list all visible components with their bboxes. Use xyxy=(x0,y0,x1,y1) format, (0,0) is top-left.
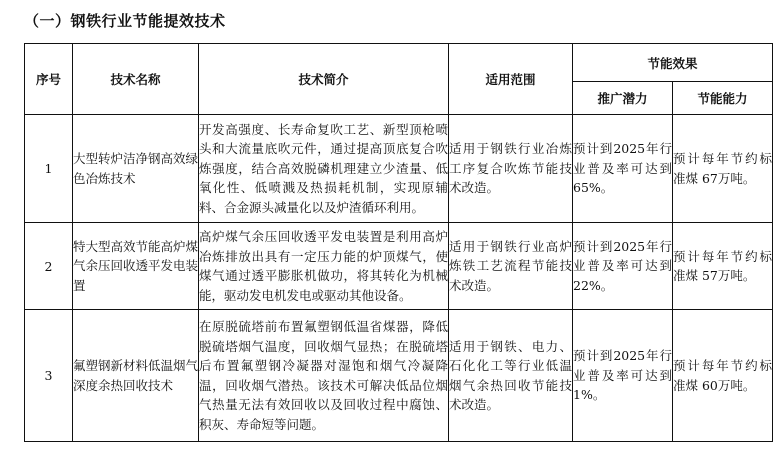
applicable-scope: 适用于钢铁行业高炉炼铁工艺流程节能技术改造。 xyxy=(449,223,573,310)
header-capacity: 节能能力 xyxy=(673,82,773,115)
header-no: 序号 xyxy=(25,44,73,115)
table-row xyxy=(25,223,773,310)
energy-saving-capacity: 预计每年节约标准煤 60万吨。 xyxy=(673,310,773,442)
technology-intro: 开发高强度、长寿命复吹工艺、新型顶枪喷头和大流量底吹元件，通过提高顶底复合吹炼强度，结合高效脱磷机理建立少渣量、低氧化性、低喷溅及热损耗机制，实现原辅料、合金源头减量化以及炉渣循环利用。 xyxy=(199,115,449,223)
header-scope: 适用范围 xyxy=(449,44,573,115)
table-row xyxy=(25,115,773,223)
promotion-potential: 预计到2025年行业普及率可达到1%。 xyxy=(573,310,673,442)
technology-intro: 高炉煤气余压回收透平发电装置是利用高炉冶炼排放出具有一定压力能的炉顶煤气，使煤气通过透平膨胀机做功，将其转化为机械能，驱动发电机发电或驱动其他设备。 xyxy=(199,223,449,310)
section-title: （一）钢铁行业节能提效技术 xyxy=(24,12,226,30)
technology-name: 大型转炉洁净钢高效绿色冶炼技术 xyxy=(73,115,199,223)
row-number: 2 xyxy=(25,223,73,310)
promotion-potential: 预计到2025年行业普及率可达到65%。 xyxy=(573,115,673,223)
header-name: 技术名称 xyxy=(73,44,199,115)
technology-name: 氟塑钢新材料低温烟气深度余热回收技术 xyxy=(73,310,199,442)
header-potential: 推广潜力 xyxy=(573,82,673,115)
energy-saving-capacity: 预计每年节约标准煤 67万吨。 xyxy=(673,115,773,223)
energy-saving-capacity: 预计每年节约标准煤 57万吨。 xyxy=(673,223,773,310)
row-number: 3 xyxy=(25,310,73,442)
energy-saving-technology-table xyxy=(24,43,773,442)
technology-name: 特大型高效节能高炉煤气余压回收透平发电装置 xyxy=(73,223,199,310)
applicable-scope: 适用于钢铁、电力、石化化工等行业低温烟气余热回收节能技术改造。 xyxy=(449,310,573,442)
table-header-row xyxy=(25,44,773,82)
table-row xyxy=(25,310,773,442)
technology-intro: 在原脱硫塔前布置氟塑钢低温省煤器，降低脱硫塔烟气温度，回收烟气显热；在脱硫塔后布置氟塑钢冷凝器对湿饱和烟气冷凝降温，回收烟气潜热。该技术可解决低品位烟气热量无法有效回收以及回收过程中腐蚀、积灰、寿命短等问题。 xyxy=(199,310,449,442)
row-number: 1 xyxy=(25,115,73,223)
applicable-scope: 适用于钢铁行业冶炼工序复合吹炼节能技术改造。 xyxy=(449,115,573,223)
promotion-potential: 预计到2025年行业普及率可达到22%。 xyxy=(573,223,673,310)
header-intro: 技术简介 xyxy=(199,44,449,115)
header-effect: 节能效果 xyxy=(573,44,773,82)
